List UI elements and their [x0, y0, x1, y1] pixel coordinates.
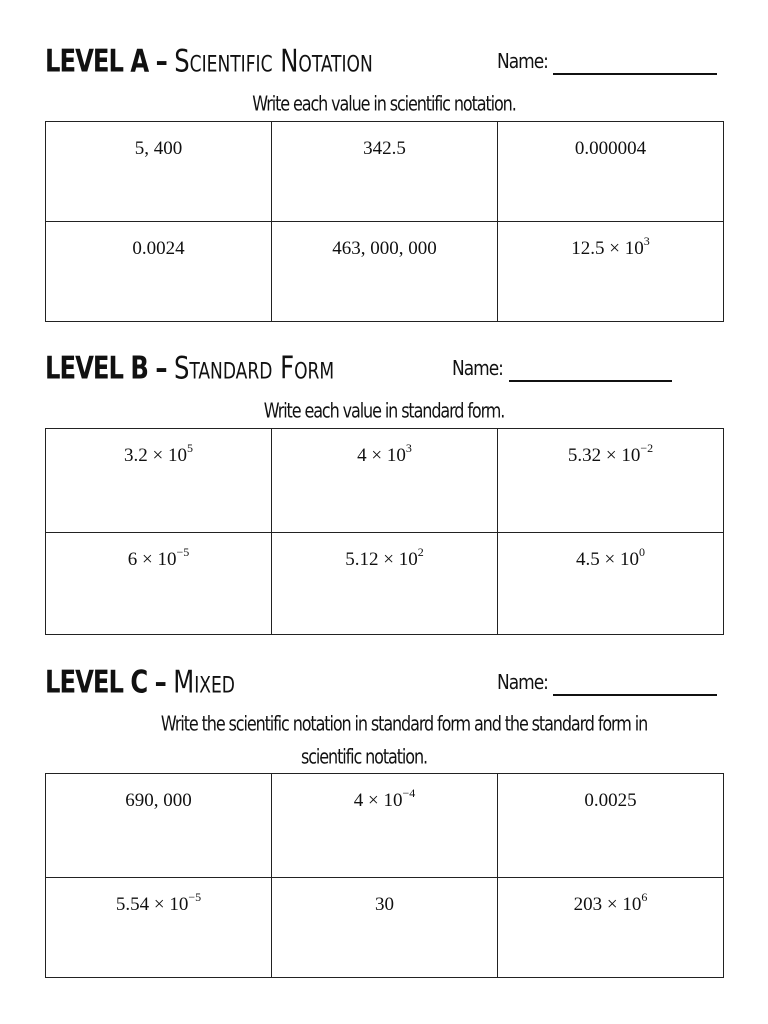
problem-cell[interactable]: 463, 000, 000: [272, 222, 498, 322]
level-b-title-name: Standard Form: [173, 350, 335, 387]
problem-cell[interactable]: 0.0024: [46, 222, 272, 322]
table-row: [46, 222, 724, 322]
level-c-title-name: Mixed: [173, 664, 235, 701]
problem-cell[interactable]: $203 \times 10^6$: [498, 878, 724, 978]
table-row: [46, 878, 724, 978]
level-a-instruction: Write each value in scientific notation.: [252, 91, 516, 116]
problem-cell[interactable]: $12.5 \times 10^3$: [498, 222, 724, 322]
level-a-name-field[interactable]: [553, 73, 717, 75]
level-b-title-prefix: LEVEL B –: [45, 350, 174, 387]
level-a-name-label: Name:: [497, 50, 548, 74]
table-row: [46, 533, 724, 635]
problem-cell[interactable]: $4 \times 10^{-4}$: [272, 774, 498, 878]
level-b-problem-grid: [45, 428, 724, 635]
problem-cell[interactable]: $4 \times 10^3$: [272, 429, 498, 533]
problem-cell[interactable]: 30: [272, 878, 498, 978]
level-c-name-label: Name:: [497, 671, 548, 695]
problem-cell[interactable]: 0.0025: [498, 774, 724, 878]
level-c-title: [45, 665, 235, 701]
level-c-instruction-line2: scientific notation.: [301, 744, 427, 769]
table-row: [46, 429, 724, 533]
table-row: [46, 122, 724, 222]
level-a-title-name: Scientific Notation: [174, 43, 373, 80]
problem-cell[interactable]: $6 \times 10^{-5}$: [46, 533, 272, 635]
problem-cell[interactable]: $5.32 \times 10^{-2}$: [498, 429, 724, 533]
problem-cell[interactable]: 5, 400: [46, 122, 272, 222]
level-c-problem-grid: [45, 773, 724, 978]
problem-cell[interactable]: $3.2 \times 10^5$: [46, 429, 272, 533]
level-c-title-prefix: LEVEL C –: [45, 664, 174, 701]
table-row: [46, 774, 724, 878]
problem-cell[interactable]: $5.12 \times 10^2$: [272, 533, 498, 635]
level-b-name-field[interactable]: [509, 380, 672, 382]
problem-cell[interactable]: $5.54 \times 10^{-5}$: [46, 878, 272, 978]
level-a-problem-grid: [45, 121, 724, 322]
problem-cell[interactable]: 0.000004: [498, 122, 724, 222]
problem-cell[interactable]: $4.5 \times 10^0$: [498, 533, 724, 635]
level-b-name-label: Name:: [452, 357, 503, 381]
level-b-instruction: Write each value in standard form.: [263, 398, 505, 423]
level-c-instruction-line1: Write the scientific notation in standard form and the standard form in: [160, 711, 648, 736]
problem-cell[interactable]: 342.5: [272, 122, 498, 222]
level-a-title-prefix: LEVEL A –: [45, 43, 175, 80]
problem-cell[interactable]: 690, 000: [46, 774, 272, 878]
level-a-title: [45, 44, 373, 80]
level-c-name-field[interactable]: [553, 694, 717, 696]
level-b-title: [45, 351, 334, 387]
